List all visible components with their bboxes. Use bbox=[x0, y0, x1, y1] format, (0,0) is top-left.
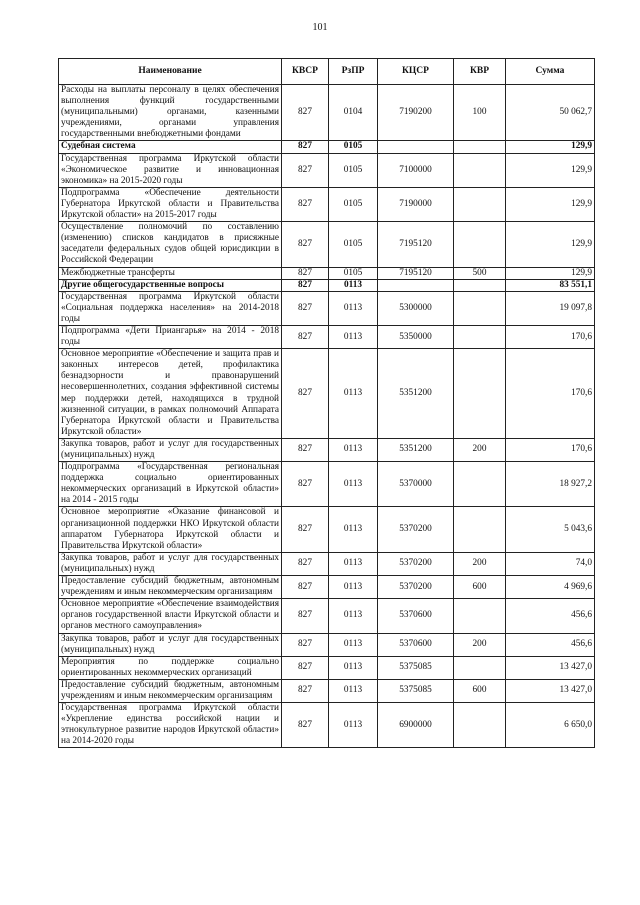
cell-sum: 19 097,8 bbox=[506, 291, 595, 325]
cell-name: Предоставление субсидий бюджетным, автономным учреждениям и иным некоммерческим организациям bbox=[59, 576, 282, 599]
cell-sum: 129,9 bbox=[506, 267, 595, 279]
table-row bbox=[59, 438, 595, 461]
cell-name: Межбюджетные трансферты bbox=[59, 267, 282, 279]
cell-rzpr: 0113 bbox=[329, 679, 378, 702]
table-row bbox=[59, 679, 595, 702]
cell-kcsr: 7195120 bbox=[378, 267, 454, 279]
cell-name: Мероприятия по поддержке социально ориентированных некоммерческих организаций bbox=[59, 656, 282, 679]
cell-kvr bbox=[454, 153, 506, 187]
cell-kvr: 200 bbox=[454, 552, 506, 575]
cell-kvr: 200 bbox=[454, 633, 506, 656]
cell-name: Закупка товаров, работ и услуг для государственных (муниципальных) нужд bbox=[59, 438, 282, 461]
cell-kcsr: 5370600 bbox=[378, 599, 454, 633]
cell-sum: 170,6 bbox=[506, 438, 595, 461]
cell-rzpr: 0113 bbox=[329, 279, 378, 291]
cell-kcsr: 7100000 bbox=[378, 153, 454, 187]
cell-rzpr: 0113 bbox=[329, 656, 378, 679]
cell-rzpr: 0113 bbox=[329, 438, 378, 461]
cell-rzpr: 0113 bbox=[329, 291, 378, 325]
cell-kcsr: 5350000 bbox=[378, 325, 454, 348]
cell-rzpr: 0113 bbox=[329, 349, 378, 439]
cell-sum: 83 551,1 bbox=[506, 279, 595, 291]
cell-name: Другие общегосударственные вопросы bbox=[59, 279, 282, 291]
cell-kvr bbox=[454, 599, 506, 633]
cell-sum: 129,9 bbox=[506, 187, 595, 221]
cell-rzpr: 0113 bbox=[329, 576, 378, 599]
cell-kvr bbox=[454, 279, 506, 291]
cell-rzpr: 0113 bbox=[329, 507, 378, 552]
cell-rzpr: 0113 bbox=[329, 599, 378, 633]
cell-name: Подпрограмма «Государственная региональная поддержка социально ориентированных некоммерческих организаций в Иркутской области» на 2014 - 2015 годы bbox=[59, 462, 282, 507]
cell-rzpr: 0113 bbox=[329, 703, 378, 748]
cell-sum: 13 427,0 bbox=[506, 679, 595, 702]
cell-kvr bbox=[454, 507, 506, 552]
cell-kvr bbox=[454, 141, 506, 153]
cell-name: Предоставление субсидий бюджетным, автономным учреждениям и иным некоммерческим организациям bbox=[59, 679, 282, 702]
cell-rzpr: 0113 bbox=[329, 552, 378, 575]
table-row bbox=[59, 507, 595, 552]
cell-kcsr bbox=[378, 279, 454, 291]
page-number: 101 bbox=[312, 22, 328, 33]
cell-sum: 170,6 bbox=[506, 325, 595, 348]
cell-kvsr: 827 bbox=[282, 85, 329, 141]
table-row bbox=[59, 325, 595, 348]
header-kcsr: КЦСР bbox=[378, 59, 454, 85]
cell-kvsr: 827 bbox=[282, 279, 329, 291]
table-row bbox=[59, 222, 595, 267]
cell-name: Подпрограмма «Обеспечение деятельности Губернатора Иркутской области и Правительства Иркутской области» на 2015-2017 годы bbox=[59, 187, 282, 221]
cell-name: Государственная программа Иркутской области «Укрепление единства российской нации и этнокультурное развитие народов Иркутской области» на 2014-2020 годы bbox=[59, 703, 282, 748]
cell-kvr: 600 bbox=[454, 576, 506, 599]
table-header bbox=[59, 59, 595, 85]
cell-sum: 129,9 bbox=[506, 153, 595, 187]
header-kvsr: КВСР bbox=[282, 59, 329, 85]
cell-kcsr bbox=[378, 141, 454, 153]
cell-kcsr: 5370600 bbox=[378, 633, 454, 656]
header-row bbox=[59, 59, 595, 85]
cell-name: Основное мероприятие «Обеспечение и защита прав и законных интересов детей, профилактика безнадзорности и правонарушений несовершеннолетних, создания эффективной системы мер поддержки детей, находящихся в трудной жизненной ситуации, в рамках полномочий Аппарата Губернатора Иркутской области и Правительства Иркутской области» bbox=[59, 349, 282, 439]
table-row bbox=[59, 187, 595, 221]
cell-kvsr: 827 bbox=[282, 599, 329, 633]
cell-kvsr: 827 bbox=[282, 325, 329, 348]
cell-kvr bbox=[454, 325, 506, 348]
cell-kvr: 200 bbox=[454, 438, 506, 461]
table-row bbox=[59, 552, 595, 575]
cell-kvsr: 827 bbox=[282, 349, 329, 439]
cell-name: Расходы на выплаты персоналу в целях обеспечения выполнения функций государственными (муниципальными) органами, казенными учреждениями, органами управления государственными внебюджетными фондами bbox=[59, 85, 282, 141]
cell-kvr bbox=[454, 462, 506, 507]
header-sum: Сумма bbox=[506, 59, 595, 85]
cell-sum: 4 969,6 bbox=[506, 576, 595, 599]
cell-kvsr: 827 bbox=[282, 187, 329, 221]
cell-kvsr: 827 bbox=[282, 633, 329, 656]
cell-sum: 129,9 bbox=[506, 222, 595, 267]
header-name: Наименование bbox=[59, 59, 282, 85]
cell-kcsr: 5370200 bbox=[378, 552, 454, 575]
table-row bbox=[59, 85, 595, 141]
cell-sum: 6 650,0 bbox=[506, 703, 595, 748]
cell-kvsr: 827 bbox=[282, 552, 329, 575]
cell-name: Основное мероприятие «Обеспечение взаимодействия органов государственной власти Иркутской области и органов местного самоуправления» bbox=[59, 599, 282, 633]
cell-rzpr: 0105 bbox=[329, 267, 378, 279]
cell-sum: 50 062,7 bbox=[506, 85, 595, 141]
cell-sum: 18 927,2 bbox=[506, 462, 595, 507]
table-row bbox=[59, 576, 595, 599]
cell-kcsr: 5370200 bbox=[378, 507, 454, 552]
cell-kcsr: 7195120 bbox=[378, 222, 454, 267]
cell-kvsr: 827 bbox=[282, 462, 329, 507]
cell-rzpr: 0113 bbox=[329, 325, 378, 348]
cell-name: Закупка товаров, работ и услуг для государственных (муниципальных) нужд bbox=[59, 552, 282, 575]
cell-kcsr: 5370200 bbox=[378, 576, 454, 599]
cell-rzpr: 0105 bbox=[329, 153, 378, 187]
cell-sum: 5 043,6 bbox=[506, 507, 595, 552]
budget-table bbox=[58, 58, 595, 748]
cell-rzpr: 0104 bbox=[329, 85, 378, 141]
cell-kvr: 600 bbox=[454, 679, 506, 702]
cell-rzpr: 0113 bbox=[329, 462, 378, 507]
cell-kvsr: 827 bbox=[282, 141, 329, 153]
cell-kcsr: 5351200 bbox=[378, 438, 454, 461]
table-row bbox=[59, 703, 595, 748]
cell-kcsr: 7190000 bbox=[378, 187, 454, 221]
cell-sum: 456,6 bbox=[506, 599, 595, 633]
cell-name: Осуществление полномочий по составлению (изменению) списков кандидатов в присяжные заседатели федеральных судов общей юрисдикции в Российской Федерации bbox=[59, 222, 282, 267]
table-row bbox=[59, 267, 595, 279]
table-row bbox=[59, 462, 595, 507]
cell-kvr bbox=[454, 349, 506, 439]
cell-name: Подпрограмма «Дети Приангарья» на 2014 - 2018 годы bbox=[59, 325, 282, 348]
cell-kvsr: 827 bbox=[282, 222, 329, 267]
cell-sum: 129,9 bbox=[506, 141, 595, 153]
table-body bbox=[59, 85, 595, 748]
table-row bbox=[59, 599, 595, 633]
cell-kvr bbox=[454, 656, 506, 679]
cell-name: Государственная программа Иркутской области «Экономическое развитие и инновационная экономика» на 2015-2020 годы bbox=[59, 153, 282, 187]
table-row bbox=[59, 656, 595, 679]
cell-rzpr: 0113 bbox=[329, 633, 378, 656]
cell-kvsr: 827 bbox=[282, 153, 329, 187]
cell-kcsr: 5375085 bbox=[378, 656, 454, 679]
cell-kvsr: 827 bbox=[282, 656, 329, 679]
cell-kcsr: 5370000 bbox=[378, 462, 454, 507]
cell-rzpr: 0105 bbox=[329, 222, 378, 267]
cell-kvr bbox=[454, 703, 506, 748]
cell-kvr: 500 bbox=[454, 267, 506, 279]
cell-kvr bbox=[454, 222, 506, 267]
cell-kcsr: 5300000 bbox=[378, 291, 454, 325]
cell-name: Закупка товаров, работ и услуг для государственных (муниципальных) нужд bbox=[59, 633, 282, 656]
cell-rzpr: 0105 bbox=[329, 187, 378, 221]
cell-kvsr: 827 bbox=[282, 507, 329, 552]
cell-kvsr: 827 bbox=[282, 703, 329, 748]
cell-kcsr: 5351200 bbox=[378, 349, 454, 439]
table-row bbox=[59, 279, 595, 291]
cell-sum: 456,6 bbox=[506, 633, 595, 656]
cell-kvr: 100 bbox=[454, 85, 506, 141]
cell-kcsr: 7190200 bbox=[378, 85, 454, 141]
cell-kvsr: 827 bbox=[282, 438, 329, 461]
cell-name: Государственная программа Иркутской области «Социальная поддержка населения» на 2014-2018 годы bbox=[59, 291, 282, 325]
cell-sum: 13 427,0 bbox=[506, 656, 595, 679]
cell-kcsr: 5375085 bbox=[378, 679, 454, 702]
cell-kvr bbox=[454, 187, 506, 221]
cell-name: Основное мероприятие «Оказание финансовой и организационной поддержки НКО Иркутской области аппаратом Губернатора Иркутской области и Правительства Иркутской области» bbox=[59, 507, 282, 552]
cell-sum: 74,0 bbox=[506, 552, 595, 575]
cell-kvsr: 827 bbox=[282, 679, 329, 702]
header-kvr: КВР bbox=[454, 59, 506, 85]
cell-kcsr: 6900000 bbox=[378, 703, 454, 748]
table-row bbox=[59, 349, 595, 439]
cell-kvsr: 827 bbox=[282, 576, 329, 599]
table-row bbox=[59, 633, 595, 656]
cell-name: Судебная система bbox=[59, 141, 282, 153]
cell-kvr bbox=[454, 291, 506, 325]
table-row bbox=[59, 153, 595, 187]
header-rzpr: РзПР bbox=[329, 59, 378, 85]
cell-kvsr: 827 bbox=[282, 267, 329, 279]
cell-kvsr: 827 bbox=[282, 291, 329, 325]
table-row bbox=[59, 291, 595, 325]
table-row bbox=[59, 141, 595, 153]
cell-rzpr: 0105 bbox=[329, 141, 378, 153]
cell-sum: 170,6 bbox=[506, 349, 595, 439]
